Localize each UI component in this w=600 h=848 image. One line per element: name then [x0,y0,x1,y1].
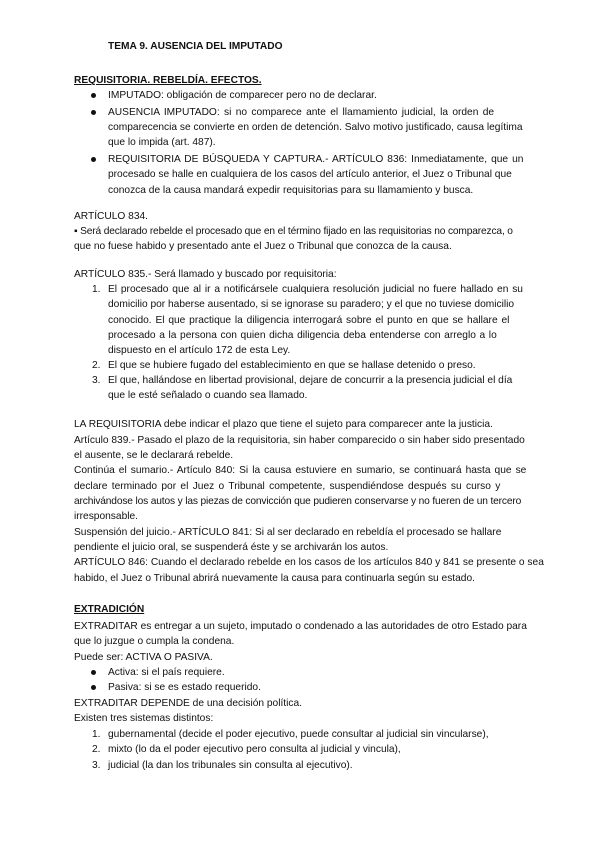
list-number: 3. [92,760,101,771]
article-835-item1-line2: domicilio por haberse ausentado, si se ignorase su paradero; y el que no tuviese domicilio [108,299,515,310]
article-846-line1: ARTÍCULO 846: Cuando el declarado rebelde en los casos de los artículos 840 y 841 se presente o sea [74,557,544,568]
list-number: 3. [92,375,101,386]
extradicion-definition-line1: EXTRADITAR es entregar a un sujeto, imputado o condenado a las autoridades de otro Estado para [74,621,527,632]
list-number: 1. [92,729,101,740]
system-gubernamental: gubernamental (decide el poder ejecutivo, puede consultar al judicial sin vincularse), [108,729,489,740]
extradicion-types: Puede ser: ACTIVA O PASIVA. [74,652,213,663]
article-840-line2: declare terminado por el Juez o Tribunal competente, suspendiéndose después su curso y [74,481,501,492]
article-835-heading: ARTÍCULO 835.- Será llamado y buscado por requisitoria: [74,269,337,280]
article-834-line2: que no fuese habido y presentado ante el Juez o Tribunal que conozca de la causa. [74,241,452,252]
article-835-item1-line5: dispuesto en el artículo 172 de esta Ley. [108,345,291,356]
bullet-dot [91,157,96,162]
requisitoria-plazo-text: LA REQUISITORIA debe indicar el plazo que tiene el sujeto para comparecer ante la justicia. [74,419,493,430]
list-number: 1. [92,284,101,295]
bullet-dot [91,685,96,690]
extradicion-activa: Activa: si el país requiere. [108,667,225,678]
extradicion-systems-intro: Existen tres sistemas distintos: [74,713,214,724]
bullet-ausencia-line2: comparecencia se convierte en orden de detención. Salvo motivo justificado, causa legítima [108,122,523,133]
article-840-line4: irresponsable. [74,511,138,522]
article-839-line2: el ausente, se le declarará rebelde. [74,450,234,461]
bullet-ausencia-line1: AUSENCIA IMPUTADO: si no comparece ante el llamamiento judicial, la orden de [108,107,495,118]
article-841-line2: pendiente el juicio oral, se suspenderá éste y se archivarán los autos. [74,542,389,553]
extradicion-definition-line2: que lo juzgue o cumpla la condena. [74,636,235,647]
bullet-dot [91,93,96,98]
extradicion-decision: EXTRADITAR DEPENDE de una decisión política. [74,698,302,709]
section-heading-extradicion: EXTRADICIÓN [74,604,145,615]
article-834-line1: ▪ Será declarado rebelde el procesado que en el término fijado en las requisitorias no comparezca, o [74,226,513,237]
bullet-requisitoria-line3: conozca de la causa mandará expedir requisitorias para su llamamiento y busca. [108,185,474,196]
article-839-line1: Artículo 839.- Pasado el plazo de la requisitoria, sin haber comparecido o sin haber sido presentado [74,435,525,446]
article-835-item3-line1: El que, hallándose en libertad provisional, dejare de concurrir a la presencia judicial el día [108,375,513,386]
system-mixto: mixto (lo da el poder ejecutivo pero consulta al judicial y vincula), [108,744,401,755]
bullet-ausencia-line3: que lo impida (art. 487). [108,137,216,148]
article-841-line1: Suspensión del juicio.- ARTÍCULO 841: Si al ser declarado en rebeldía el procesado se hallare [74,527,502,538]
section-heading-requisitoria: REQUISITORIA. REBELDÍA. EFECTOS. [74,75,262,86]
article-846-line2: habido, el Juez o Tribunal abrirá nuevamente la causa para continuarla según su estado. [74,573,475,584]
list-number: 2. [92,360,101,371]
bullet-imputado: IMPUTADO: obligación de comparecer pero no de declarar. [108,90,377,101]
system-judicial: judicial (la dan los tribunales sin consulta al ejecutivo). [108,760,353,771]
article-835-item3-line2: que le esté señalado o cuando sea llamado. [108,390,308,401]
bullet-dot [91,670,96,675]
article-835-item1-line3: conocido. El que practique la diligencia interrogará sobre el punto en que se hallare el [108,315,510,326]
extradicion-pasiva: Pasiva: si se es estado requerido. [108,682,261,693]
list-number: 2. [92,744,101,755]
article-835-item2: El que se hubiere fugado del establecimiento en que se hallase detenido o preso. [108,360,476,371]
article-840-line3: archivándose los autos y las piezas de convicción que pudieren conservarse y no fueren de un tercero [74,496,522,507]
bullet-requisitoria-line1: REQUISITORIA DE BÚSQUEDA Y CAPTURA.- ARTÍCULO 836: Inmediatamente, que un [108,154,524,165]
article-835-item1-line4: procesado a la persona con quien dicha diligencia deba entenderse con arreglo a lo [108,330,497,341]
bullet-dot [91,110,96,115]
bullet-requisitoria-line2: procesado se halle en cualquiera de los casos del artículo anterior, el Juez o Tribunal que [108,169,512,180]
article-834-heading: ARTÍCULO 834. [74,211,148,222]
article-840-line1: Continúa el sumario.- Artículo 840: Si la causa estuviere en sumario, se continuará hasta que se [74,465,527,476]
article-835-item1-line1: El procesado que al ir a notificársele cualquiera resolución judicial no fuere hallado en su [108,284,523,295]
page-title: TEMA 9. AUSENCIA DEL IMPUTADO [108,41,283,52]
